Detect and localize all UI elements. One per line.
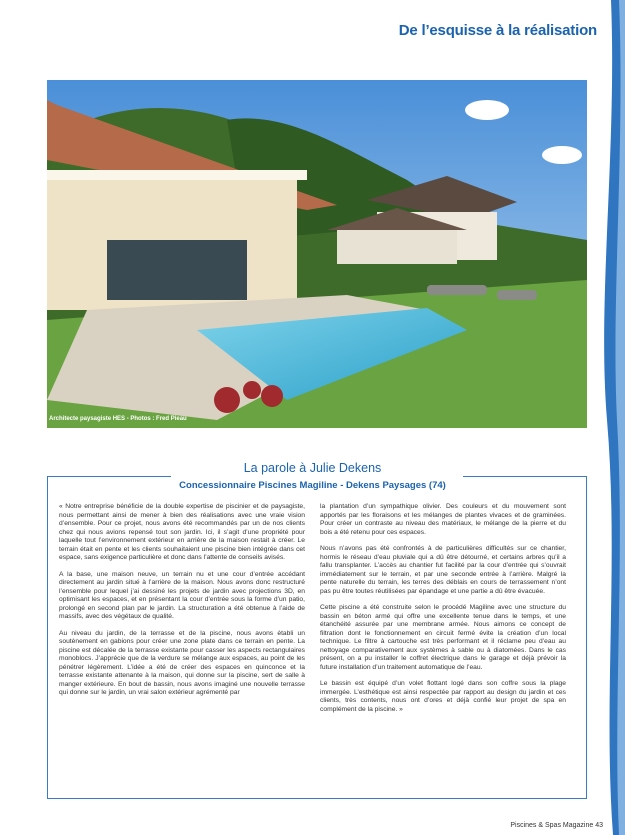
interview-title: La parole à Julie Dekens [243,461,382,475]
page-footer [510,822,603,829]
paragraph: Le bassin est équipé d’un volet flottant logé dans son coffre sous la plage immergée. L’esthétique est ainsi respectée par rapport au design du jardin et ces clients, très contents, nous ont d’ores et déjà confié leur projet de spa en complément de la piscine. » [320,680,566,713]
paragraph: la plantation d’un sympathique olivier. Des couleurs et du mouvement sont apportés par les floraisons et les mélanges de plantes vivaces et de graminées. Pour créer un contraste au niveau des matériaux, le mélange de la pierre et du bois a été retenu pour ces espaces. [320,503,566,536]
text-column-right [320,503,566,722]
paragraph: Cette piscine a été construite selon le procédé Magiline avec une structure du bassin en béton armé qui offre une excellente tenue dans le temps, et une étanchéité assurée par une membrane armée. Nous aimons ce concept de filtration dont le fonctionnement en circuit fermé évite la création d’un local technique. Le filtre à cartouche est très performant et il réclame peu d’eau au nettoyage comparativement aux systèmes à sable ou à diatomées. Dans le cas présent, on a pu installer le coffret électrique dans le garage et déjà prévoir la future installation d’un traitement automatique de l’eau. [320,604,566,671]
pool-photo [47,80,587,428]
interview-subtitle: Concessionnaire Piscines Magiline - Dekens Paysages (74) [179,480,446,491]
paragraph: A la base, une maison neuve, un terrain nu et une cour d’entrée accédant directement au jardin situé à l’arrière de la maison. Nous avons donc restructuré l’ensemble pour lequel j’ai dessiné les projets de jardin avec projections 3D, en optimisant les espaces, et en présentant la cour d’entrée sous la forme d’un patio, prolongé en second plan par le jardin. La structuration a été obtenue à l’aide de massifs, avec des végétaux de qualité. [59,570,305,620]
magazine-name: Piscines & Spas Magazine [510,822,594,829]
page-number: 43 [595,822,603,829]
page-title: De l’esquisse à la réalisation [398,22,597,39]
decorative-edge-wave [585,0,625,835]
paragraph: Au niveau du jardin, de la terrasse et de la piscine, nous avons établi un soutènement en gabions pour créer une zone plate dans ce terrain en pente. La piscine est décalée de la terrasse existante pour casser les aspects rectangulaires monoblocs. J’apprécie que de la verdure se mélange aux espaces, au point de les pénétrer légèrement. L’idée a été de créer des espaces en quinconce et la terrasse existante attenante à la maison, qui donne sur la piscine, sert de salle à manger extérieure. En bout de bassin, nous avons imaginé une nouvelle terrasse qui donne sur le jardin, un vrai salon extérieur agrémenté par [59,629,305,696]
text-column-left [59,503,305,706]
paragraph: « Notre entreprise bénéficie de la double expertise de piscinier et de paysagiste, nous permettant ainsi de mener à bien des réalisations avec une vraie vision d’ensemble. Pour ce projet, nous avons été recommandés par un de nos clients chez qui nous avions repensé tout son jardin. Ici, il s’agit d’une propriété pour laquelle tout l’environnement extérieur en arrière de la maison restait à créer. Le terrain était en pente et les clients souhaitaient une piscine bien intégrée dans cet espace, sans exigence particulière et donc dans l’attente de conseils avisés. [59,503,305,561]
paragraph: Nous n’avons pas été confrontés à de particulières difficultés sur ce chantier, hormis le réseau d’eau pluviale qui a dû être détourné, et certains arbres qu’il a fallu transplanter. L’accès au chantier fut facilité par la cour d’entrée qui s’ouvrait immédiatement sur le terrain, et par une seconde entrée à l’arrière. Malgré la pente naturelle du terrain, les terres des déblais en cours de terrassement n’ont pas pu être toutes réutilisées par épandage et une partie a dû être évacuée. [320,545,566,595]
photo-credit: Architecte paysagiste HES - Photos : Fred Pieau [49,416,187,422]
